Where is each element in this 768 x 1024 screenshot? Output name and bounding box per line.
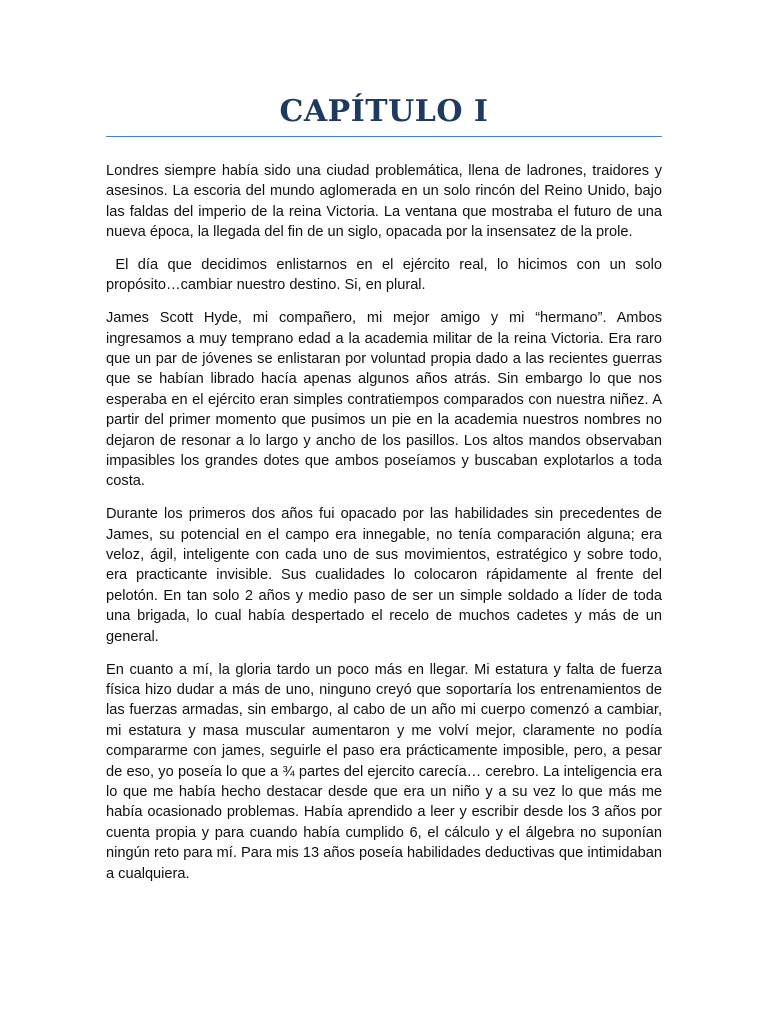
paragraph-5: En cuanto a mí, la gloria tardo un poco más en llegar. Mi estatura y falta de fuerza física hizo dudar a más de uno, ninguno creyó que soportaría los entrenamientos de las fuerzas armadas, sin embargo, al cabo de un año mi cuerpo comenzó a cambiar, mi estatura y masa muscular aumentaron y me volví mejor, claramente no podía compararme con james, seguirle el paso era prácticamente imposible, pero, a pesar de eso, yo poseía lo que a ¾ partes del ejercito carecía… cerebro. La inteligencia era lo que me había hecho destacar desde que era un niño y a su vez lo que más me había ocasionado problemas. Había aprendido a leer y escribir desde los 3 años por cuenta propia y para cuando había cumplido 6, el cálculo y el álgebra no suponían ningún reto para mí. Para mis 13 años poseía habilidades deductivas que intimidaban a cualquiera. <box>106 661 662 882</box>
paragraph-2: El día que decidimos enlistarnos en el ejército real, lo hicimos con un solo propósito…cambiar nuestro destino. Si, en plural. <box>106 257 667 294</box>
paragraph-3: James Scott Hyde, mi compañero, mi mejor amigo y mi “hermano”. Ambos ingresamos a muy temprano edad a la academia militar de la reina Victoria. Era raro que un par de jóvenes se enlistaran por voluntad propia dado a las recientes guerras que se habían librado hacía apenas algunos años atrás. Sin embargo lo que nos esperaba en el ejército eran simples contratiempos comparados con nuestra niñez. A partir del primer momento que pusimos un pie en la academia nuestros nombres no dejaron de resonar a lo largo y ancho de los pasillos. Los altos mandos observaban impasibles los grandes dotes que ambos poseíamos y buscaban explotarlos a toda costa. <box>106 310 662 490</box>
chapter-body <box>106 161 667 896</box>
chapter-title: CAPÍTULO I <box>279 94 489 129</box>
paragraph-4: Durante los primeros dos años fui opacado por las habilidades sin precedentes de James, su potencial en el campo era innegable, no tenía comparación alguna; era veloz, ágil, inteligente con cada uno de sus movimientos, estratégico y sobre todo, era practicante invisible. Sus cualidades lo colocaron rápidamente al frente del pelotón. En tan solo 2 años y medio paso de ser un simple soldado a líder de toda una brigada, lo cual había despertado el recelo de muchos cadetes y más de un general. <box>106 506 662 645</box>
paragraph-1: Londres siempre había sido una ciudad problemática, llena de ladrones, traidores y asesinos. La escoria del mundo aglomerada en un solo rincón del Reino Unido, bajo las faldas del imperio de la reina Victoria. La ventana que mostraba el futuro de una nueva época, la llegada del fin de un siglo, opacada por la insensatez de la prole. <box>106 163 662 241</box>
title-underline <box>106 136 662 137</box>
